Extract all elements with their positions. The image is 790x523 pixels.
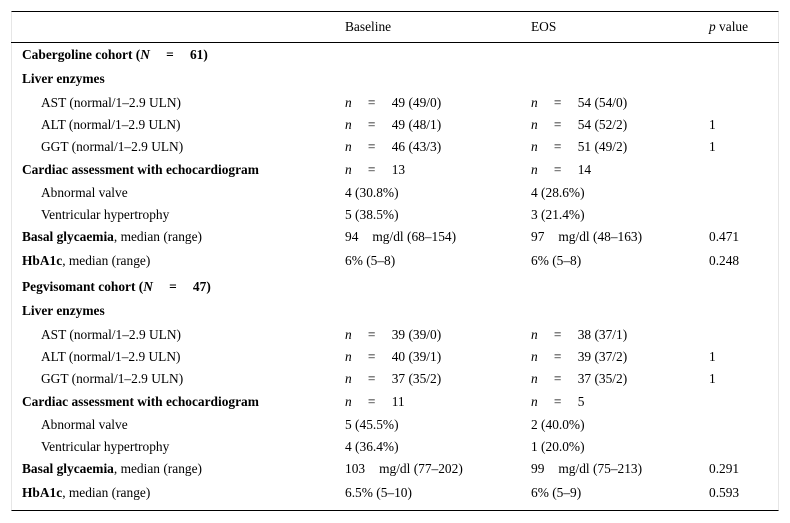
cab-cardiac-baseline: [345, 162, 405, 178]
peg-vent-baseline: 4 (36.4%): [345, 439, 399, 454]
cab-cardiac-b-eq: =: [367, 162, 376, 177]
peg-liver-label: Liver enzymes: [22, 303, 105, 318]
header-p-value: [709, 19, 748, 35]
cab-glyc-e-num: 97: [531, 229, 545, 244]
peg-ggt-b-n: n: [345, 371, 352, 386]
cab-alt-baseline: [345, 117, 441, 133]
cab-ggt-baseline: [345, 139, 441, 155]
cab-ast-eos: [531, 95, 627, 111]
cab-title-n: N: [140, 47, 150, 62]
cab-ggt-eos: [531, 139, 627, 155]
peg-ggt-b-eq: =: [367, 371, 376, 386]
peg-cardiac-label: [22, 394, 259, 410]
peg-ggt-eos: [531, 371, 627, 387]
peg-ast-e-eq: =: [553, 327, 562, 342]
cab-glyc-bold: Basal glycaemia: [22, 229, 114, 244]
peg-cardiac-baseline: [345, 394, 405, 410]
peg-glyc-p: 0.291: [709, 461, 740, 476]
cab-glyc-e-rest: mg/dl (48–163): [558, 229, 643, 244]
header-baseline: Baseline: [345, 19, 392, 34]
peg-alt-p: 1: [709, 349, 716, 364]
cab-liver-heading: [22, 71, 105, 87]
cab-title-eq: =: [166, 47, 174, 62]
cab-ggt-b-eq: =: [367, 139, 376, 154]
cab-cardiac-eos: [531, 162, 591, 178]
peg-alt-b-n: n: [345, 349, 352, 364]
peg-vent-eos: 1 (20.0%): [531, 439, 585, 454]
peg-cardiac-eos: [531, 394, 584, 410]
peg-hba-eos: 6% (5–9): [531, 485, 582, 500]
peg-glyc-b-num: 103: [345, 461, 366, 476]
cab-cardiac-text: Cardiac assessment with echocardiogram: [22, 162, 259, 177]
cab-alt-b-val: 49 (48/1): [391, 117, 442, 132]
peg-cardiac-e-n: n: [531, 394, 538, 409]
peg-cohort-title: [22, 279, 211, 295]
cab-glyc-label: [22, 229, 202, 245]
peg-alt-b-val: 40 (39/1): [391, 349, 442, 364]
peg-glyc-bold: Basal glycaemia: [22, 461, 114, 476]
peg-liver-heading: [22, 303, 105, 319]
peg-glyc-e-rest: mg/dl (75–213): [558, 461, 643, 476]
peg-ast-b-n: n: [345, 327, 352, 342]
peg-alt-e-eq: =: [553, 349, 562, 364]
peg-title-n: N: [143, 279, 153, 294]
cab-ast-e-n: n: [531, 95, 538, 110]
cab-liver-label: Liver enzymes: [22, 71, 105, 86]
cab-cardiac-b-n: n: [345, 162, 352, 177]
cab-glyc-p: 0.471: [709, 229, 740, 244]
peg-ast-e-val: 38 (37/1): [577, 327, 628, 342]
cab-alt-label: ALT (normal/1–2.9 ULN): [41, 117, 181, 132]
peg-alt-b-eq: =: [367, 349, 376, 364]
cab-cardiac-e-val: 14: [577, 162, 592, 177]
peg-ggt-label: GGT (normal/1–2.9 ULN): [41, 371, 184, 386]
peg-alt-e-val: 39 (37/2): [577, 349, 628, 364]
peg-ggt-b-val: 37 (35/2): [391, 371, 442, 386]
cab-alt-b-eq: =: [367, 117, 376, 132]
cab-hba-baseline: 6% (5–8): [345, 253, 396, 268]
peg-title-post: ): [206, 279, 211, 294]
peg-title-pre: Pegvisomant cohort (: [22, 279, 144, 294]
cab-ggt-e-eq: =: [553, 139, 562, 154]
cab-vent-label: Ventricular hypertrophy: [41, 207, 170, 222]
peg-alt-baseline: [345, 349, 441, 365]
cab-valve-label: Abnormal valve: [41, 185, 128, 200]
cab-alt-eos: [531, 117, 627, 133]
peg-glyc-eos: [531, 461, 642, 477]
peg-ggt-e-eq: =: [553, 371, 562, 386]
peg-alt-e-n: n: [531, 349, 538, 364]
cab-glyc-b-num: 94: [345, 229, 359, 244]
peg-cardiac-b-eq: =: [367, 394, 376, 409]
cab-hba-bold: HbA1c: [22, 253, 63, 268]
header-rule: [11, 42, 779, 43]
cab-glyc-eos: [531, 229, 642, 245]
peg-cardiac-b-n: n: [345, 394, 352, 409]
cab-ggt-b-n: n: [345, 139, 352, 154]
cab-ast-b-n: n: [345, 95, 352, 110]
cab-glyc-rest: , median (range): [113, 229, 202, 244]
cab-ast-e-eq: =: [553, 95, 562, 110]
peg-ggt-e-n: n: [531, 371, 538, 386]
peg-ast-e-n: n: [531, 327, 538, 342]
cab-ggt-p: 1: [709, 139, 716, 154]
cab-ggt-label: GGT (normal/1–2.9 ULN): [41, 139, 184, 154]
peg-glyc-rest: , median (range): [113, 461, 202, 476]
peg-glyc-e-num: 99: [531, 461, 545, 476]
cab-alt-e-eq: =: [553, 117, 562, 132]
header-p-italic: p: [709, 19, 716, 34]
header-eos: EOS: [531, 19, 557, 34]
cab-ast-b-eq: =: [367, 95, 376, 110]
peg-glyc-b-rest: mg/dl (77–202): [379, 461, 463, 476]
cab-ggt-e-val: 51 (49/2): [577, 139, 628, 154]
cab-cohort-title: [22, 47, 208, 63]
peg-cardiac-text: Cardiac assessment with echocardiogram: [22, 394, 259, 409]
cab-ast-e-val: 54 (54/0): [577, 95, 628, 110]
peg-alt-eos: [531, 349, 627, 365]
cab-alt-p: 1: [709, 117, 716, 132]
cab-hba-p: 0.248: [709, 253, 740, 268]
cab-ast-baseline: [345, 95, 441, 111]
cab-cardiac-b-val: 13: [391, 162, 406, 177]
peg-cardiac-e-eq: =: [553, 394, 562, 409]
peg-hba-bold: HbA1c: [22, 485, 63, 500]
peg-ast-eos: [531, 327, 627, 343]
peg-ggt-baseline: [345, 371, 441, 387]
peg-valve-eos: 2 (40.0%): [531, 417, 585, 432]
cab-valve-baseline: 4 (30.8%): [345, 185, 399, 200]
peg-cardiac-b-val: 11: [391, 394, 405, 409]
peg-valve-label: Abnormal valve: [41, 417, 128, 432]
peg-title-eq: =: [169, 279, 177, 294]
peg-valve-baseline: 5 (45.5%): [345, 417, 399, 432]
cab-alt-b-n: n: [345, 117, 352, 132]
peg-ggt-p: 1: [709, 371, 716, 386]
cab-ggt-b-val: 46 (43/3): [391, 139, 442, 154]
cab-cardiac-label: [22, 162, 259, 178]
peg-glyc-baseline: [345, 461, 463, 477]
peg-hba-label: [22, 485, 150, 501]
peg-cardiac-e-val: 5: [577, 394, 585, 409]
header-p-rest: value: [715, 19, 749, 34]
cab-glyc-b-rest: mg/dl (68–154): [372, 229, 457, 244]
cab-title-post: ): [203, 47, 208, 62]
peg-glyc-label: [22, 461, 202, 477]
cab-alt-e-val: 54 (52/2): [577, 117, 628, 132]
cab-title-val: 61: [189, 47, 204, 62]
cab-vent-eos: 3 (21.4%): [531, 207, 585, 222]
peg-hba-baseline: 6.5% (5–10): [345, 485, 412, 500]
peg-hba-p: 0.593: [709, 485, 740, 500]
peg-hba-rest: , median (range): [62, 485, 151, 500]
cab-glyc-baseline: [345, 229, 456, 245]
cab-vent-baseline: 5 (38.5%): [345, 207, 399, 222]
cab-cardiac-e-eq: =: [553, 162, 562, 177]
cab-ast-b-val: 49 (49/0): [391, 95, 442, 110]
cab-hba-rest: , median (range): [62, 253, 151, 268]
peg-title-val: 47: [192, 279, 207, 294]
cab-hba-eos: 6% (5–8): [531, 253, 582, 268]
cab-hba-label: [22, 253, 150, 269]
peg-ast-b-val: 39 (39/0): [391, 327, 442, 342]
peg-vent-label: Ventricular hypertrophy: [41, 439, 170, 454]
cab-valve-eos: 4 (28.6%): [531, 185, 585, 200]
cab-title-pre: Cabergoline cohort (: [22, 47, 141, 62]
cab-ast-label: AST (normal/1–2.9 ULN): [41, 95, 181, 110]
peg-ast-b-eq: =: [367, 327, 376, 342]
peg-ast-baseline: [345, 327, 441, 343]
cab-cardiac-e-n: n: [531, 162, 538, 177]
peg-ast-label: AST (normal/1–2.9 ULN): [41, 327, 181, 342]
cab-ggt-e-n: n: [531, 139, 538, 154]
peg-alt-label: ALT (normal/1–2.9 ULN): [41, 349, 181, 364]
cab-alt-e-n: n: [531, 117, 538, 132]
peg-ggt-e-val: 37 (35/2): [577, 371, 628, 386]
